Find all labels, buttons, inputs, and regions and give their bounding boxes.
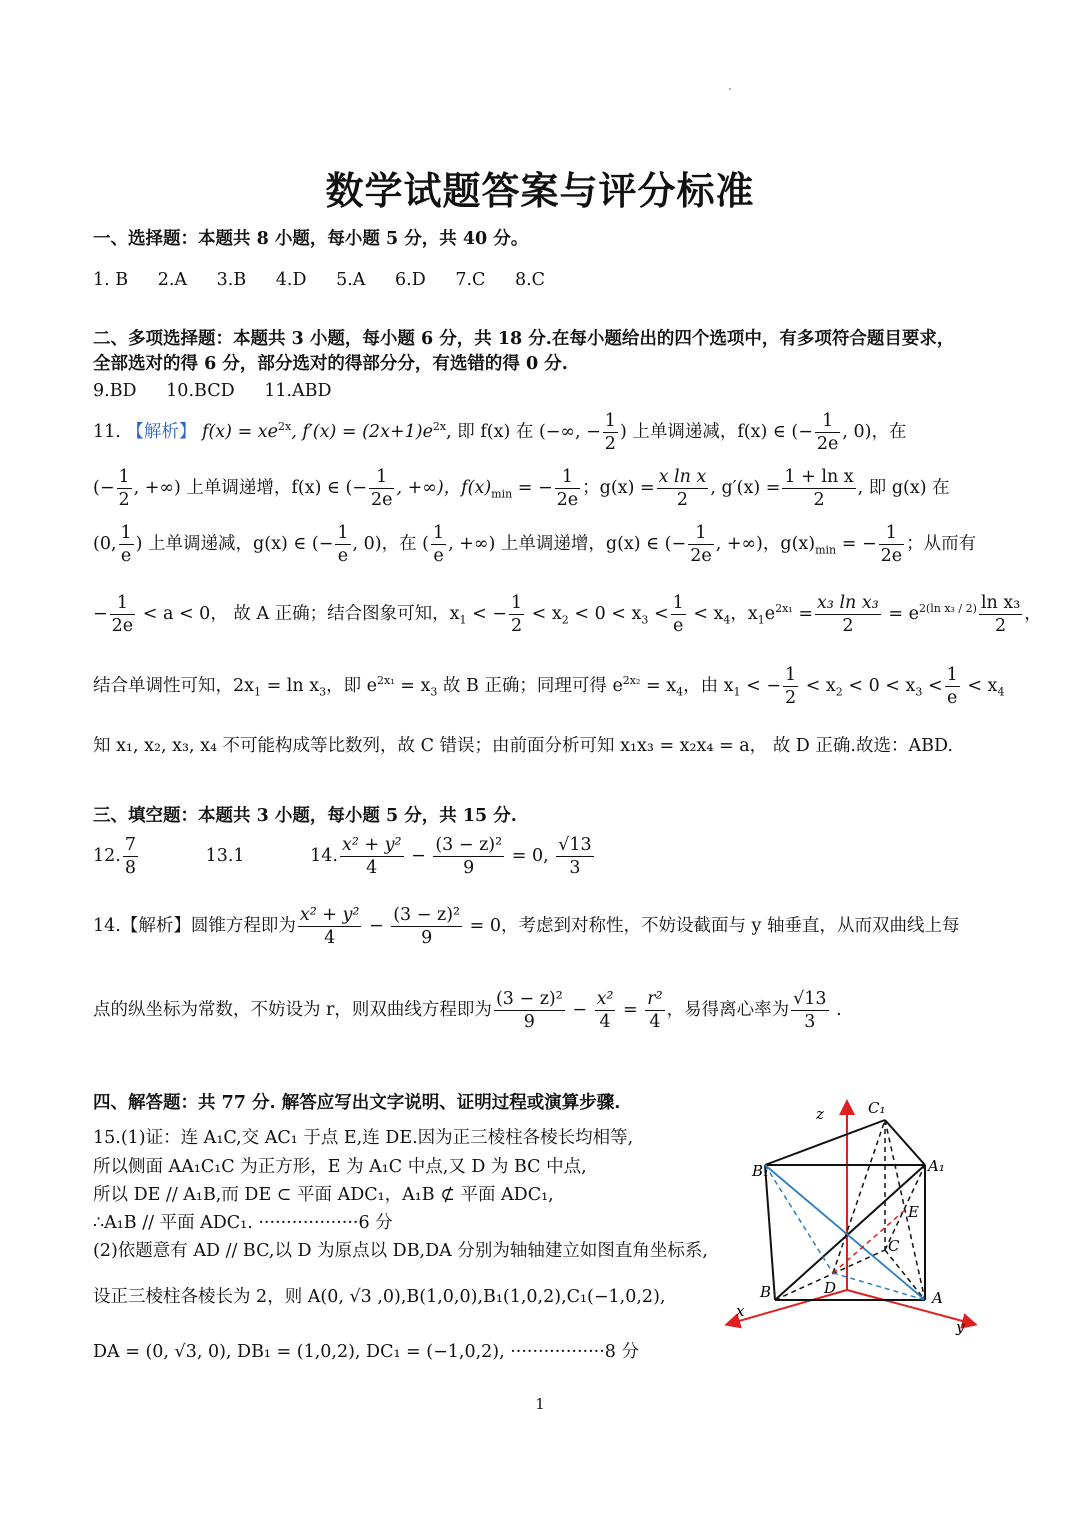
answer-7: 7.C (455, 270, 486, 290)
q14-line2: 点的纵坐标为常数，不妨设为 r，则双曲线方程即为 $\frac{\text{(3 − z)²}}{9}$ − $\frac{\text{x²}}{4}$ = $\frac{\text{r²}}{4}$ ，易得离心率为 $\frac{√13}{3}$ . (93, 989, 842, 1032)
q11-line3: (0, $\frac{1}{e}$ ) 上单调递减，g(x) ∈ (− $\frac{1}{e}$ , 0)，在 ( $\frac{1}{e}$ , +∞) 上单调递增，g(x) ∈ (− $\frac{1}{2e}$ , +∞)，$g(x)_{min}$ = − $\frac{1}{2e}$ ；从而有 (93, 523, 977, 566)
section2-answers (93, 377, 993, 405)
q11-line4: − $\frac{1}{2e}$ < a < 0， 故 A 正确；结合图象可知，$x_1$ < − $\frac{1}{2}$ < $x_2 < 0 < x_3$ < $\frac{1}{e}$ < $x_4$，$x_1e^{2x_1}$ = $\frac{\text{x₃ ln x₃}}{2}$ = $e^{2(ln x_3 / 2)}$ $\frac{\text{ln x₃}}{2}$ ， (93, 593, 1042, 636)
q15-line7: DA = (0, √3, 0), DB₁ = (1,0,2), DC₁ = (−1,0,2), ·················8 分 (93, 1342, 640, 1362)
label-b1: B₁ (752, 1162, 770, 1180)
answer-2: 2.A (157, 270, 188, 290)
label-b: B (760, 1283, 772, 1301)
label-y: y (956, 1318, 965, 1336)
stray-dot (729, 88, 731, 90)
q11-line6: 知 x₁, x₂, x₃, x₄ 不可能构成等比数列，故 C 错误；由前面分析可知 x₁x₃ = x₂x₄ = a， 故 D 正确.故选：ABD. (93, 736, 953, 756)
label-z: z (816, 1105, 824, 1123)
answer-5: 5.A (336, 270, 366, 290)
section3-heading: 三、填空题：本题共 3 小题，每小题 5 分，共 15 分. (93, 806, 517, 826)
q15-line4: ∴A₁B // 平面 ADC₁. ··················6 分 (93, 1213, 393, 1233)
q15-line1: 15.(1)证：连 A₁C,交 AC₁ 于点 E,连 DE.因为正三棱柱各棱长均相等, (93, 1128, 634, 1148)
answer-3: 3.B (216, 270, 247, 290)
section3-answers: 12. $\frac{7}{8}$ 13.1 14. $\frac{\text{x² + y²}}{4}$ − $\frac{\text{(3 − z)²}}{9}$ = 0, $\frac{√13}{3}$ (93, 835, 592, 878)
answer-11: 11.ABD (264, 381, 332, 401)
label-d: D (824, 1279, 837, 1297)
q11-line2: (− $\frac{1}{2}$ , +∞) 上单调递增，f(x) ∈ (− $\frac{1}{2e}$ , +∞)，$f(x)_{min}$ = − $\frac{1}{2e}$ ；g(x) = $\frac{\text{x ln x}}{2}$ , g′(x) = $\frac{\text{1 + ln x}}{2}$ , 即 g(x) 在 (93, 467, 950, 510)
label-c: C (888, 1237, 900, 1255)
q15-line2: 所以侧面 AA₁C₁C 为正方形，E 为 A₁C 中点,又 D 为 BC 中点, (93, 1157, 587, 1177)
section1-answers (93, 266, 993, 294)
section2-heading-line1: 二、多项选择题：本题共 3 小题，每小题 6 分，共 18 分.在每小题给出的四个选项中，有多项符合题目要求， (93, 329, 955, 349)
section2-heading-line2: 全部选对的得 6 分，部分选对的得部分分，有选错的得 0 分. (93, 354, 568, 374)
label-e: E (908, 1203, 919, 1221)
label-c1: C₁ (868, 1099, 886, 1117)
prism-figure (720, 1095, 990, 1345)
label-x: x (736, 1302, 745, 1320)
answer-1: 1. B (93, 270, 129, 290)
section1-heading: 一、选择题：本题共 8 小题，每小题 5 分，共 40 分。 (93, 229, 529, 249)
answer-6: 6.D (395, 270, 426, 290)
q15-line3: 所以 DE // A₁B,而 DE ⊂ 平面 ADC₁，A₁B ⊄ 平面 ADC₁, (93, 1185, 554, 1205)
answer-9: 9.BD (93, 381, 137, 401)
answer-10: 10.BCD (166, 381, 235, 401)
q15-line5: (2)依题意有 AD // BC,以 D 为原点以 DB,DA 分别为轴轴建立如图直角坐标系, (93, 1241, 708, 1261)
q11-line5: 结合单调性可知，$2x_1 = \ln x_3$，即 $e^{2x_1} = x_3$ 故 B 正确；同理可得 $e^{2x_2} = x_4$，由 $x_1$ < − $\frac{1}{2}$ < $x_2 < 0 < x_3$ < $\frac{1}{e}$ < $x_4$ (93, 665, 1005, 708)
label-a1: A₁ (928, 1157, 945, 1175)
answer-4: 4.D (275, 270, 307, 290)
analysis-tag: 【解析】 (126, 422, 197, 442)
q11-line1: 11. 【解析】 $f(x) = xe^{2x}$, $f'(x) = (2x+1)e^{2x}$, 即 f(x) 在 (−∞, − $\frac{1}{2}$ ) 上单调递减，f(x) ∈ (− $\frac{1}{2e}$ , 0)，在 (93, 411, 907, 454)
section4-heading: 四、解答题：共 77 分. 解答应写出文字说明、证明过程或演算步骤. (93, 1093, 621, 1113)
answer-8: 8.C (514, 270, 546, 290)
page-number: 1 (535, 1395, 545, 1413)
q14-line1: 14.【解析】圆锥方程即为 $\frac{\text{x² + y²}}{4}$ − $\frac{\text{(3 − z)²}}{9}$ = 0，考虑到对称性，不妨设截面与 y 轴垂直，从而双曲线上每 (93, 905, 960, 948)
q15-line6: 设正三棱柱各棱长为 2，则 A(0, √3 ,0),B(1,0,0),B₁(1,0,2),C₁(−1,0,2), (93, 1287, 666, 1307)
label-a: A (932, 1289, 943, 1307)
page-title: 数学试题答案与评分标准 (325, 169, 755, 213)
